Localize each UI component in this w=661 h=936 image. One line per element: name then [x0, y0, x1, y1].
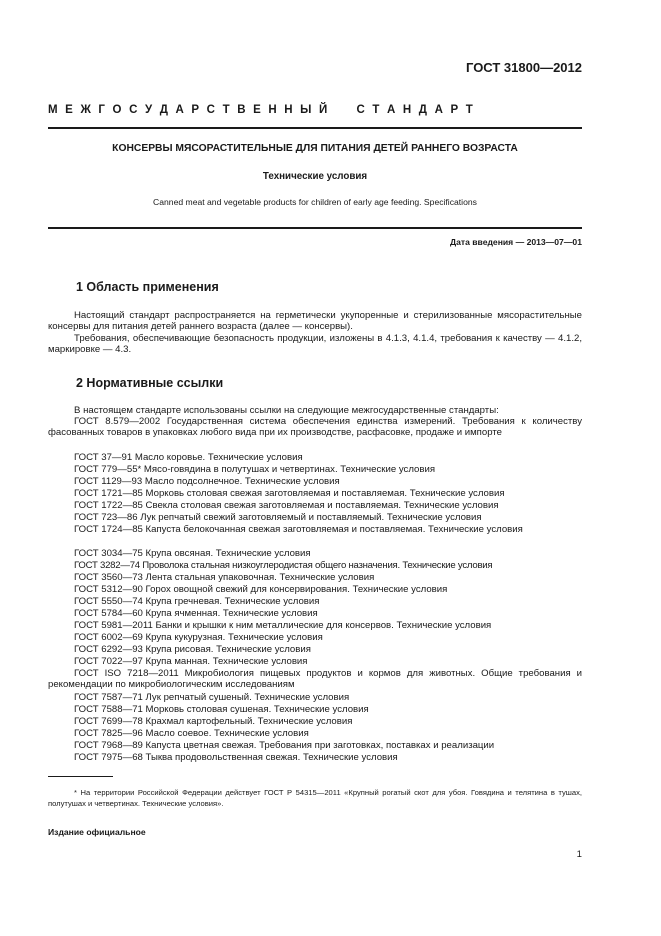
english-title: Canned meat and vegetable products for children of early age feeding. Specifications [153, 197, 477, 207]
reference-item: ГОСТ 1722—85 Свекла столовая свежая заготовляемая и поставляемая. Технические условия [74, 500, 499, 511]
reference-item: ГОСТ 3282—74 Проволока стальная низкоуглеродистая общего назначения. Технические условия [74, 560, 493, 571]
reference-item: ГОСТ 6002—69 Крупа кукурузная. Технические условия [74, 632, 323, 643]
reference-item: ГОСТ 5784—60 Крупа ячменная. Технические условия [74, 608, 318, 619]
footnote-rule [48, 776, 113, 777]
introduction-date: Дата введения — 2013—07—01 [449, 237, 582, 247]
section-2-intro: В настоящем стандарте использованы ссылки на следующие межгосударственные стандарты: [74, 405, 499, 416]
reference-item: ГОСТ 7588—71 Морковь столовая сушеная. Технические условия [74, 704, 369, 715]
reference-item: ГОСТ 7022—97 Крупа манная. Технические условия [74, 656, 308, 667]
reference-item: ГОСТ 1724—85 Капуста белокочанная свежая заготовляемая и поставляемая. Технические условия [74, 524, 523, 535]
title-rule [48, 227, 582, 229]
reference-item: ГОСТ 7968—89 Капуста цветная свежая. Требования при заготовках, поставках и реализации [74, 740, 495, 751]
reference-item: ГОСТ 5981—2011 Банки и крышки к ним металлические для консервов. Технические условия [74, 620, 492, 631]
reference-item: ГОСТ 7699—78 Крахмал картофельный. Технические условия [74, 716, 353, 727]
reference-item: ГОСТ 8.579—2002 Государственная система обеспечения единства измерений. Требования к количеству фасованных товаров в упаковках любого вида при их производстве, расфасовке, продаже и импорте [48, 416, 582, 439]
reference-item: ГОСТ 1721—85 Морковь столовая свежая заготовляемая и поставляемая. Технические условия [74, 488, 505, 499]
footnote: * На территории Российской Федерации действует ГОСТ Р 54315—2011 «Крупный рогатый скот для убоя. Говядина и телятина в тушах, полутушах и четвертинах. Технические условия». [48, 788, 582, 808]
section-1-heading: 1 Область применения [76, 280, 219, 294]
reference-item: ГОСТ 723—86 Лук репчатый свежий заготовляемый и поставляемый. Технические условия [74, 512, 482, 523]
reference-item: ГОСТ 779—55* Мясо-говядина в полутушах и четвертинах. Технические условия [74, 464, 436, 475]
section-2-heading: 2 Нормативные ссылки [76, 376, 224, 390]
document-code: ГОСТ 31800—2012 [466, 60, 582, 75]
document-title: КОНСЕРВЫ МЯСОРАСТИТЕЛЬНЫЕ ДЛЯ ПИТАНИЯ ДЕТЕЙ РАННЕГО ВОЗРАСТА [112, 143, 518, 154]
reference-item: ГОСТ 1129—93 Масло подсолнечное. Технические условия [74, 476, 340, 487]
edition-label: Издание официальное [48, 827, 146, 837]
reference-item: ГОСТ 3034—75 Крупа овсяная. Технические условия [74, 548, 311, 559]
standard-banner: М Е Ж Г О С У Д А Р С Т В Е Н Н Ы Й С Т А Н Д А Р Т [48, 104, 475, 116]
reference-item: ГОСТ ISO 7218—2011 Микробиология пищевых продуктов и кормов для животных. Общие требования и рекомендации по микробиологическим исследованиям [48, 668, 582, 691]
document-subtitle: Технические условия [262, 171, 368, 182]
page-number: 1 [576, 849, 582, 860]
reference-item: ГОСТ 37—91 Масло коровье. Технические условия [74, 452, 303, 463]
reference-item: ГОСТ 6292—93 Крупа рисовая. Технические условия [74, 644, 311, 655]
reference-item: ГОСТ 7975—68 Тыква продовольственная свежая. Технические условия [74, 752, 398, 763]
banner-rule [48, 127, 582, 129]
section-1-paragraph-2: Требования, обеспечивающие безопасность продукции, изложены в 4.1.3, 4.1.4, требования к качеству — 4.1.2, маркировке — 4.3. [48, 333, 582, 356]
reference-item: ГОСТ 5312—90 Горох овощной свежий для консервирования. Технические условия [74, 584, 448, 595]
reference-item: ГОСТ 5550—74 Крупа гречневая. Технические условия [74, 596, 320, 607]
section-1-paragraph-1: Настоящий стандарт распространяется на герметически укупоренные и стерилизованные мясорастительные консервы для питания детей раннего возраста (далее — консервы). [48, 310, 582, 333]
reference-item: ГОСТ 7825—96 Масло соевое. Технические условия [74, 728, 309, 739]
reference-item: ГОСТ 7587—71 Лук репчатый сушеный. Технические условия [74, 692, 350, 703]
reference-item: ГОСТ 3560—73 Лента стальная упаковочная. Технические условия [74, 572, 375, 583]
